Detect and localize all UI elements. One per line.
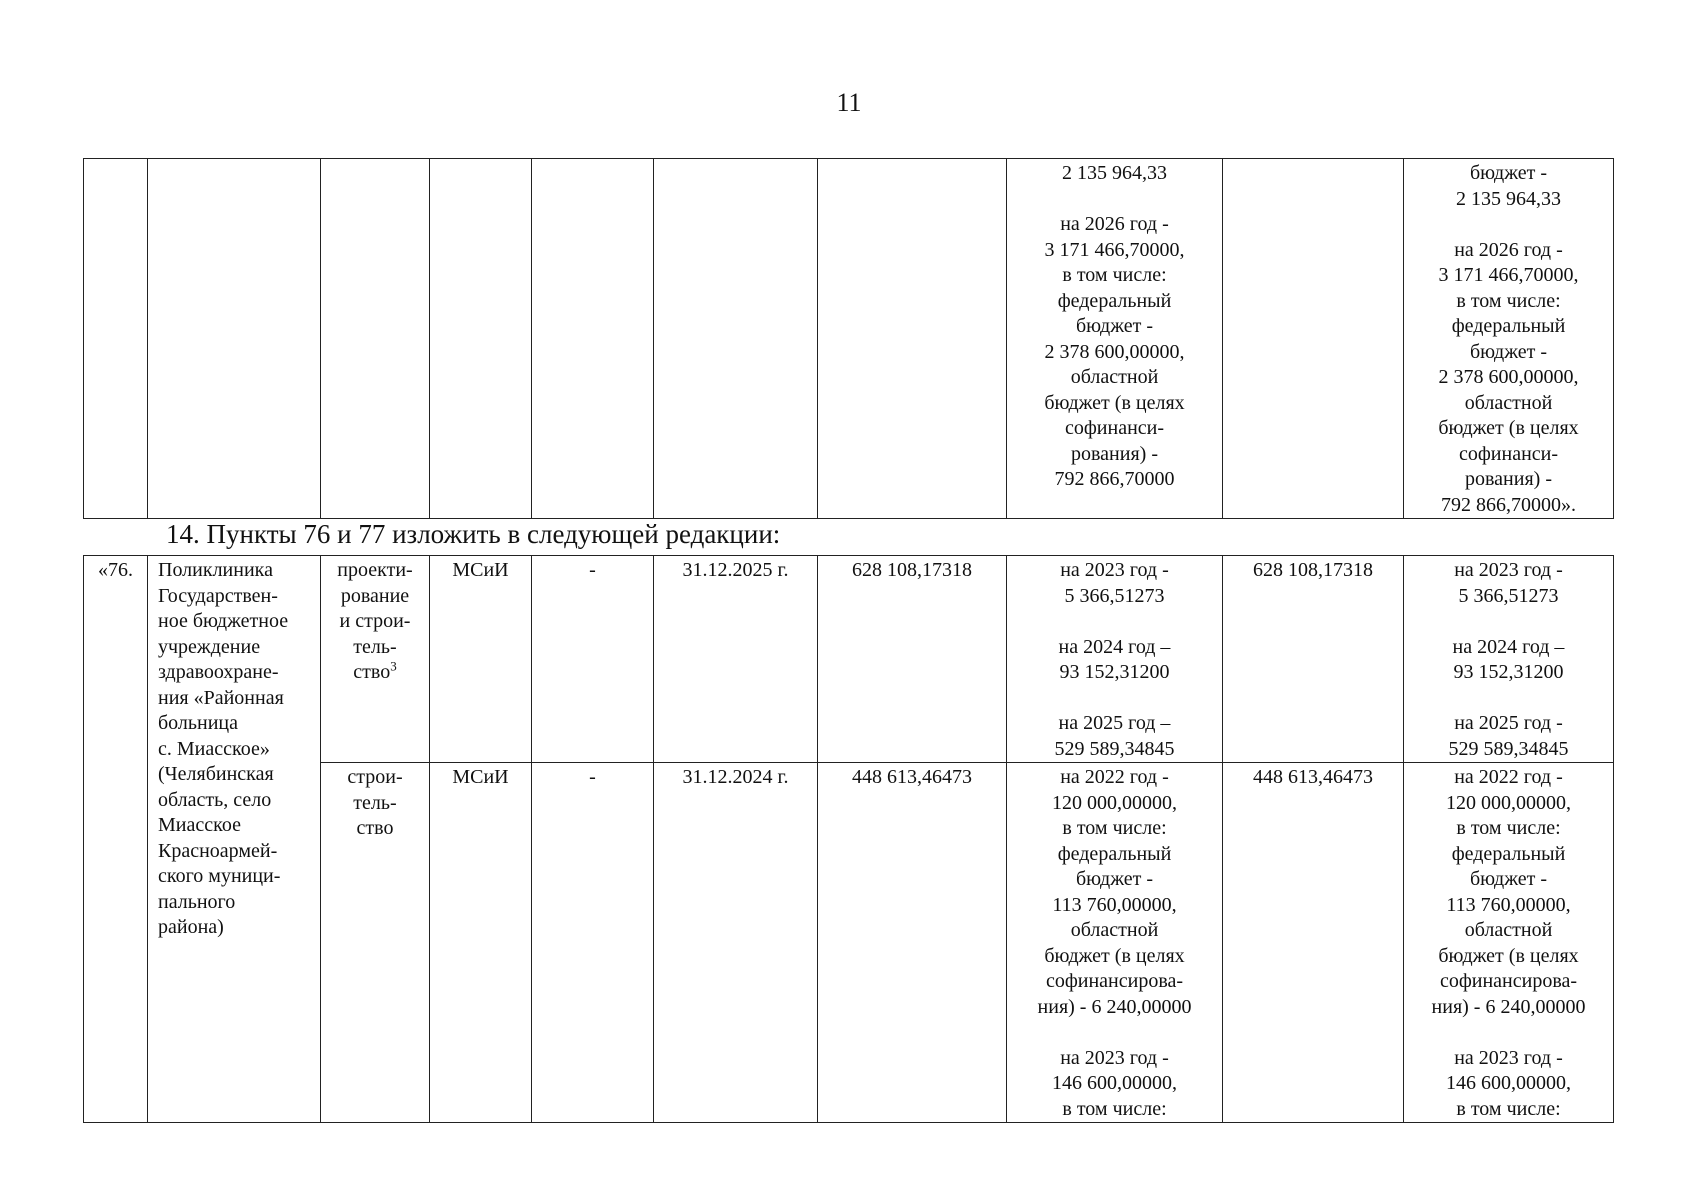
financing: на 2022 год - 120 000,00000, в том числе: федеральный бюджет - 113 760,00000, областной бюджет (в целях софинансирова- ния) - 6 240,00000 на 2023 год - 146 600,00000, в том числе: <box>1007 763 1223 1123</box>
cell-work-type <box>321 159 430 519</box>
cell-number <box>84 159 148 519</box>
cell-financing-repeat: бюджет - 2 135 964,33 на 2026 год - 3 171 466,70000, в том числе: федеральный бюджет - 2 378 600,00000, областной бюджет (в целях софинанси- рования) - 792 866,70000». <box>1404 159 1614 519</box>
financing: на 2023 год - 5 366,51273 на 2024 год – 93 152,31200 на 2025 год – 529 589,34845 <box>1007 556 1223 763</box>
financing-repeat: на 2023 год - 5 366,51273 на 2024 год – 93 152,31200 на 2025 год - 529 589,34845 <box>1404 556 1614 763</box>
cell-agency <box>430 159 532 519</box>
continuation-table <box>83 158 1614 519</box>
cell-object-name <box>148 159 321 519</box>
dash-cell: - <box>532 556 654 763</box>
item-76-table <box>83 555 1614 1123</box>
object-name: Поликлиника Государствен- ное бюджетное учреждение здравоохране- ния «Районная больница с. Миасское» (Челябинская область, село Миасское Красноармей- ского муници- пального района) <box>148 556 321 1123</box>
cost-repeat: 628 108,17318 <box>1223 556 1404 763</box>
item-number: «76. <box>84 556 148 1123</box>
agency: МСиИ <box>430 763 532 1123</box>
cell-cost <box>818 159 1007 519</box>
cell-financing: 2 135 964,33 на 2026 год - 3 171 466,70000, в том числе: федеральный бюджет - 2 378 600,00000, областной бюджет (в целях софинанси- рования) - 792 866,70000 <box>1007 159 1223 519</box>
instruction-text: 14. Пункты 76 и 77 изложить в следующей редакции: <box>166 519 781 549</box>
page-number: 11 <box>836 88 862 117</box>
deadline: 31.12.2024 г. <box>654 763 818 1123</box>
footnote-mark: 3 <box>390 658 397 674</box>
cell-dash <box>532 159 654 519</box>
cell-deadline <box>654 159 818 519</box>
table-row <box>84 556 1614 763</box>
work-type: проекти- рование и строи- тель- ство <box>337 559 413 683</box>
cell-cost-repeat <box>1223 159 1404 519</box>
agency: МСиИ <box>430 556 532 763</box>
work-type: строи- тель- ство <box>321 763 430 1123</box>
cost-repeat: 448 613,46473 <box>1223 763 1404 1123</box>
financing-repeat: на 2022 год - 120 000,00000, в том числе: федеральный бюджет - 113 760,00000, областной бюджет (в целях софинансирова- ния) - 6 240,00000 на 2023 год - 146 600,00000, в том числе: <box>1404 763 1614 1123</box>
dash-cell: - <box>532 763 654 1123</box>
cost: 628 108,17318 <box>818 556 1007 763</box>
deadline: 31.12.2025 г. <box>654 556 818 763</box>
table-row <box>84 159 1614 519</box>
work-type-cell <box>321 556 430 763</box>
cost: 448 613,46473 <box>818 763 1007 1123</box>
